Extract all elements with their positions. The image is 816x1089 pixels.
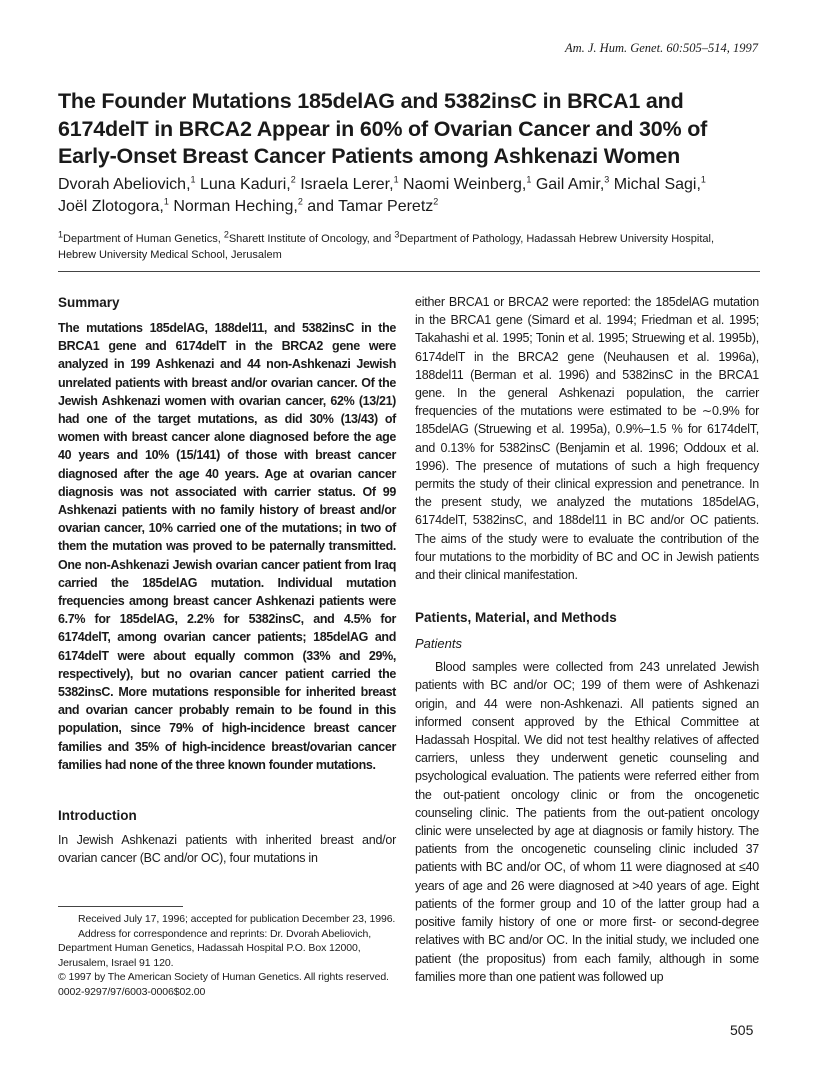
author-name: Israela Lerer, — [300, 176, 394, 193]
left-column — [58, 293, 396, 867]
header-divider — [58, 271, 760, 272]
patients-subheading: Patients — [415, 636, 462, 652]
author-name: Luna Kaduri, — [199, 176, 291, 193]
methods-text: Blood samples were collected from 243 unrelated Jewish patients with BC and/or OC; 199 of them were of Ashkenazi origin, and 44 were non-Ashkenazi. All patients signed an informed consent approved by the Ethical Committee at Hadassah Hospital. We did not test healthy relatives of affected carriers, unless they underwent genetic counseling and psychological evaluation. The patients were referred either from the out-patient oncology clinic or from the oncogenetic counseling clinic. The patients from the out-patient oncology clinic were unselected by age at diagnosis or family history. The patients from the oncogenetic counseling clinic included 37 patients with BC and/or OC, of whom 11 were diagnosed at ≤40 years of age and 26 were diagnosed at >40 years of age. Eight patients of the former group and 10 of the latter group had a positive family history of one or more first- or second-degree relatives with BC and/or OC. In the initial study, we included one patient (the propositus) from each family, although in some families more than one patient was followed up — [415, 660, 759, 984]
paper-title — [58, 88, 758, 171]
author-list — [58, 174, 778, 218]
title-line: Early-Onset Breast Cancer Patients among Ashkenazi Women — [58, 144, 681, 168]
footnotes — [58, 912, 396, 999]
journal-citation: Am. J. Hum. Genet. 60:505–514, 1997 — [564, 41, 758, 55]
author-line: Dvorah Abeliovich,$^1$ Luna Kaduri,$^2$ Israela Lerer,$^1$ Naomi Weinberg,$^1$ Gail Amir,$^3$ Michal Sagi,$^1$ — [58, 174, 706, 193]
right-column — [415, 293, 759, 986]
methods-heading: Patients, Material, and Methods — [415, 610, 617, 626]
affiliations: $^1$Department of Human Genetics, $^2$Sharett Institute of Oncology, and $^3$Department of Pathology, Hadassah Hebrew University Hospital, Hebrew University Medical School, Jerusalem — [58, 229, 715, 261]
title-line: 6174delT in BRCA2 Appear in 60% of Ovarian Cancer and 30% of — [58, 116, 708, 141]
author-name: Naomi Weinberg, — [403, 176, 527, 193]
author-name: Norman Heching, — [173, 198, 298, 215]
footnote-address: Address for correspondence and reprints: Dr. Dvorah Abeliovich, Department Human Genetics, Hadassah Hospital P.O. Box 12000, Jerusalem, Israel 91 120. — [58, 927, 372, 969]
author-name: Dvorah Abeliovich, — [58, 176, 191, 193]
summary-heading: Summary — [58, 295, 120, 310]
author-name: Gail Amir, — [535, 176, 605, 193]
author-name: Michal Sagi, — [613, 176, 701, 193]
author-line: Joël Zlotogora,$^1$ Norman Heching,$^2$ and Tamar Peretz$^2$ — [58, 196, 439, 215]
author-name: and Tamar Peretz — [307, 198, 434, 215]
author-name: Joël Zlotogora, — [58, 198, 164, 215]
introduction-text-continued: either BRCA1 or BRCA2 were reported: the 185delAG mutation in the BRCA1 gene (Simard et al. 1994; Friedman et al. 1995; Takahashi et al. 1995; Tonin et al. 1995; Struewing et al. 1995b), 6174delT in the BRCA2 gene (Neuhausen et al. 1996a), 188del11 (Berman et al. 1996) and 5382insC in the BRCA1 gene. In the general Ashkenazi population, the carrier frequencies of the mutations were estimated to be ∼0.9% for 185delAG (Struewing et al. 1995a), 0.9%–1.5 % for 6174delT, and 0.13% for 5382insC (Benjamin et al. 1996; Oddoux et al. 1996). The presence of mutations of such a high frequency permits the study of their clinical expression and penetrance. In the present study, we analyzed the mutations 185delAG, 6174delT, 5382insC, and 188del11 in BC and/or OC patients. The aims of the study were to evaluate the contribution of the four mutations to the morbidity of BC and OC in Jewish patients and their clinical manifestation. — [415, 295, 759, 583]
footnote-received: Received July 17, 1996; accepted for publication December 23, 1996. — [78, 913, 396, 925]
page-number: 505 — [730, 1022, 754, 1038]
summary-text: The mutations 185delAG, 188del11, and 5382insC in the BRCA1 gene and 6174delT in the BRCA2 gene were analyzed in 199 Ashkenazi and 44 non-Ashkenazi Jewish unrelated patients with breast and/or ovarian cancer. Of the Jewish Ashkenazi women with ovarian cancer, 62% (13/21) had one of the target mutations, as did 30% (13/43) of women with breast cancer alone diagnosed before the age 40 years and 10% (15/141) of those with breast cancer diagnosed after the age 40 years. Age at ovarian cancer diagnosis was not associated with carrier status. Of 99 Ashkenazi patients with no family history of breast and/or ovarian cancer, 10% carried one of the mutations; in two of them the mutation was proved to be paternally transmitted. One non-Ashkenazi Jewish ovarian cancer patient from Iraq carried the 185delAG mutation. Individual mutation frequencies among breast cancer Ashkenazi patients were 6.7% for 185delAG, 2.2% for 5382insC, and 4.5% for 6174delT, among ovarian cancer patients; 185delAG and 6174delT were about equally common (33% and 29%, respectively), but no ovarian cancer patient carried the 5382insC. More mutations responsible for inherited breast and ovarian cancer probably remain to be found in this population, since 79% of high-incidence breast cancer families and 35% of high-incidence breast/ovarian cancer families had none of the three known founder mutations. — [58, 321, 396, 772]
title-line: The Founder Mutations 185delAG and 5382insC in BRCA1 and — [58, 89, 684, 113]
footnote-copyright: © 1997 by The American Society of Human Genetics. All rights reserved. — [58, 971, 389, 983]
footnote-divider — [58, 906, 183, 907]
footnote-code: 0002-9297/97/6003-0006$02.00 — [58, 985, 206, 998]
introduction-heading: Introduction — [58, 808, 137, 824]
introduction-text-start: In Jewish Ashkenazi patients with inherited breast and/or ovarian cancer (BC and/or OC), four mutations in — [58, 833, 396, 866]
